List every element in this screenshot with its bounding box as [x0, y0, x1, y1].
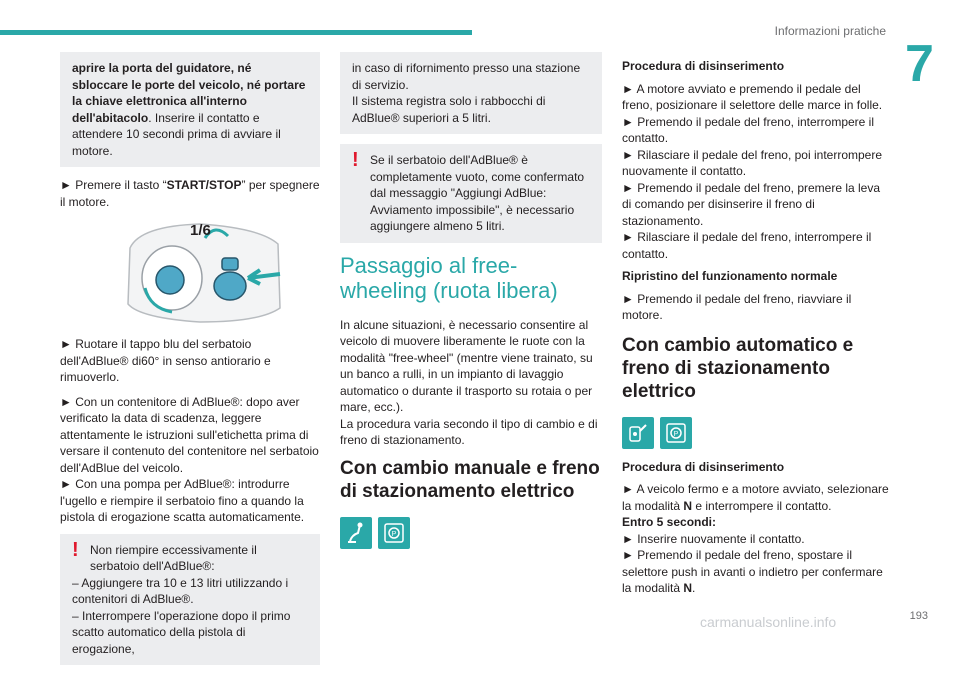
chapter-number: 7 — [905, 35, 934, 93]
procedure-heading: Procedura di disinserimento — [622, 459, 785, 474]
step-item: ► Premendo il pedale del freno, interrompere il contatto. — [622, 114, 875, 145]
warning-item: – Interrompere l'operazione dopo il primo scatto automatico della pistola di erogazione, — [72, 608, 291, 656]
header-accent-bar — [0, 30, 472, 35]
warning-icon: ! — [352, 149, 359, 171]
step-rotate-cap: ► Ruotare il tappo blu del serbatoio dell'AdBlue® di60° in senso antiorario e rimuoverlo. — [60, 337, 271, 384]
adblue-cap-figure — [110, 218, 290, 326]
step-container: ► Con un contenitore di AdBlue®: dopo aver verificato la data di scadenza, leggere attentamente le istruzioni sull'etichetta prima di versare il contenuto del contenitore nel serbatoio dell'AdBlue del veicolo. — [60, 394, 319, 475]
free-wheel-note: La procedura varia secondo il tipo di cambio e di freno di stazionamento. — [340, 416, 598, 447]
gear-lever-icon — [340, 517, 372, 549]
automatic-gearbox-icons — [622, 417, 892, 449]
step-stop-engine: ► Premere il tasto “START/STOP” per spegnere il motore. — [60, 178, 320, 209]
step-item: ► Premendo il pedale del freno, premere la leva di comando per disinserire il freno di stazionamento. — [622, 180, 881, 228]
auto-step-2: ► Inserire nuovamente il contatto. — [622, 531, 805, 546]
svg-text:P: P — [673, 430, 679, 438]
procedure-heading: Procedura di disinserimento — [622, 59, 785, 73]
info-box — [60, 52, 320, 167]
warning-item: – Aggiungere tra 10 e 13 litri utilizzando i contenitori di AdBlue®. — [72, 575, 289, 606]
warning-text: Non riempire eccessivamente il serbatoio dell'AdBlue®: — [90, 542, 257, 573]
parking-brake-icon — [660, 417, 692, 449]
section-title: Informazioni pratiche — [774, 24, 886, 38]
info-box-bold: aprire la porta del guidatore, né sbloccare le porte del veicolo, né portare la chiave elettronica all'interno dell'abitacolo — [72, 61, 306, 125]
auto-step-3: ► Premendo il pedale del freno, spostare il selettore push in avanti o indietro per confermare la modalità N. — [622, 548, 883, 595]
procedure-steps — [622, 81, 892, 263]
subsection-heading-manual: Con cambio manuale e freno di stazionamento elettrico — [340, 457, 600, 502]
step-item: ► Rilasciare il pedale del freno, poi interrompere nuovamente il contatto. — [622, 147, 883, 178]
subsection-heading-automatic: Con cambio automatico e freno di stazionamento elettrico — [622, 334, 854, 402]
info-box-text: . Inserire il contatto e attendere 10 secondi prima di avviare il motore. — [72, 110, 281, 158]
column-left — [60, 52, 320, 675]
auto-step-1: ► A veicolo fermo e a motore avviato, selezionare la modalità N e interrompere il contatto. — [622, 482, 889, 513]
watermark: carmanualsonline.info — [700, 614, 837, 630]
warning-box-empty — [340, 144, 602, 243]
warning-text: Se il serbatoio dell'AdBlue® è completamente vuoto, come confermato dal messaggio "Aggiungi AdBlue: Avviamento impossibile", è necessario aggiungere almeno 5 litri. — [370, 153, 585, 233]
step-pump: ► Con una pompa per AdBlue®: introdurre l'ugello e riempire il serbatoio fino a quando la pistola di erogazione scatta automaticamente. — [60, 477, 305, 524]
warning-icon: ! — [72, 538, 79, 561]
column-middle — [340, 52, 602, 549]
restore-step: ► Premendo il pedale del freno, riavviare il motore. — [622, 291, 852, 322]
figure-label: 1/6 — [190, 221, 211, 239]
gear-selector-icon — [622, 417, 654, 449]
within-5-seconds: Entro 5 secondi: — [622, 515, 717, 529]
warning-box-overfill — [60, 534, 320, 666]
section-heading: Passaggio al free-wheeling (ruota libera) — [340, 252, 558, 303]
restore-heading: Ripristino del funzionamento normale — [622, 269, 838, 283]
manual-gearbox-icons — [340, 517, 602, 549]
step-item: ► A motore avviato e premendo il pedale del freno, posizionare il selettore delle marce in folle. — [622, 81, 883, 112]
step-item: ► Rilasciare il pedale del freno, interrompere il contatto. — [622, 230, 872, 261]
free-wheel-intro: In alcune situazioni, è necessario consentire al veicolo di muovere liberamente le ruote con la modalità "free-wheel" (mentre viene trainato, su un banco a rulli, in un impianto di lavaggio automatico o durante il trasporto su rotaia o per mare, ecc.). — [340, 317, 593, 414]
column-right — [622, 58, 892, 597]
svg-text:P: P — [391, 530, 397, 538]
info-box-continued: in caso di rifornimento presso una stazione di servizio. Il sistema registra solo i rabbocchi di AdBlue® superiori a 5 litri. — [340, 52, 602, 134]
page-number: 193 — [909, 610, 928, 622]
parking-brake-icon — [378, 517, 410, 549]
